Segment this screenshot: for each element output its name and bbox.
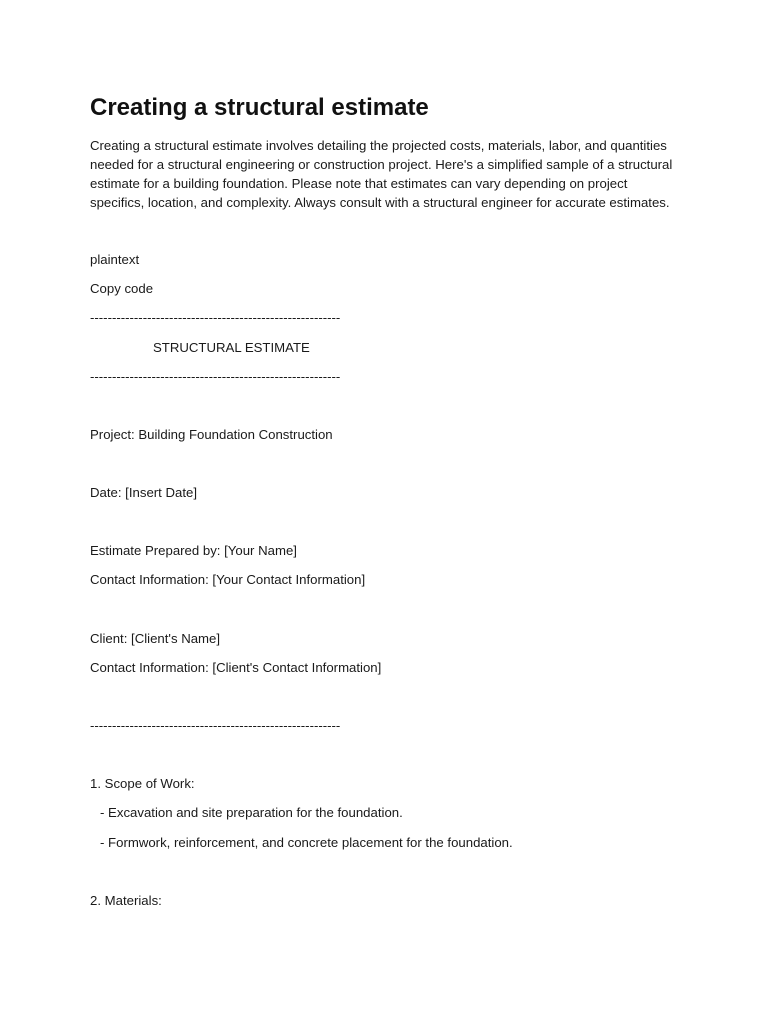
preparer-contact-line: Contact Information: [Your Contact Information] bbox=[90, 572, 366, 587]
document-title: Creating a structural estimate bbox=[90, 94, 429, 121]
separator-top: --------------------------------------------------------- bbox=[90, 310, 341, 325]
client-contact-line: Contact Information: [Client's Contact Information] bbox=[90, 660, 382, 675]
code-language-label: plaintext bbox=[90, 252, 140, 267]
copy-code-button[interactable]: Copy code bbox=[90, 281, 154, 296]
intro-paragraph: Creating a structural estimate involves detailing the projected costs, materials, labor, and quantities needed for a structural engineering or construction project. Here's a simplified sample of a structural estimate for a building foundation. Please note that estimates can vary depending on project specifics, location, and complexity. Always consult with a structural engineer for accurate estimates. bbox=[90, 138, 673, 210]
estimate-heading: STRUCTURAL ESTIMATE bbox=[153, 340, 310, 355]
separator-middle: --------------------------------------------------------- bbox=[90, 718, 341, 733]
prepared-by-line: Estimate Prepared by: [Your Name] bbox=[90, 543, 297, 558]
client-line: Client: [Client's Name] bbox=[90, 631, 221, 646]
scope-heading: 1. Scope of Work: bbox=[90, 776, 195, 791]
scope-item: - Excavation and site preparation for the foundation. bbox=[100, 805, 403, 820]
project-line: Project: Building Foundation Construction bbox=[90, 427, 333, 442]
date-line: Date: [Insert Date] bbox=[90, 485, 198, 500]
scope-item: - Formwork, reinforcement, and concrete placement for the foundation. bbox=[100, 835, 513, 850]
separator-heading-bottom: --------------------------------------------------------- bbox=[90, 369, 341, 384]
materials-heading: 2. Materials: bbox=[90, 893, 162, 908]
